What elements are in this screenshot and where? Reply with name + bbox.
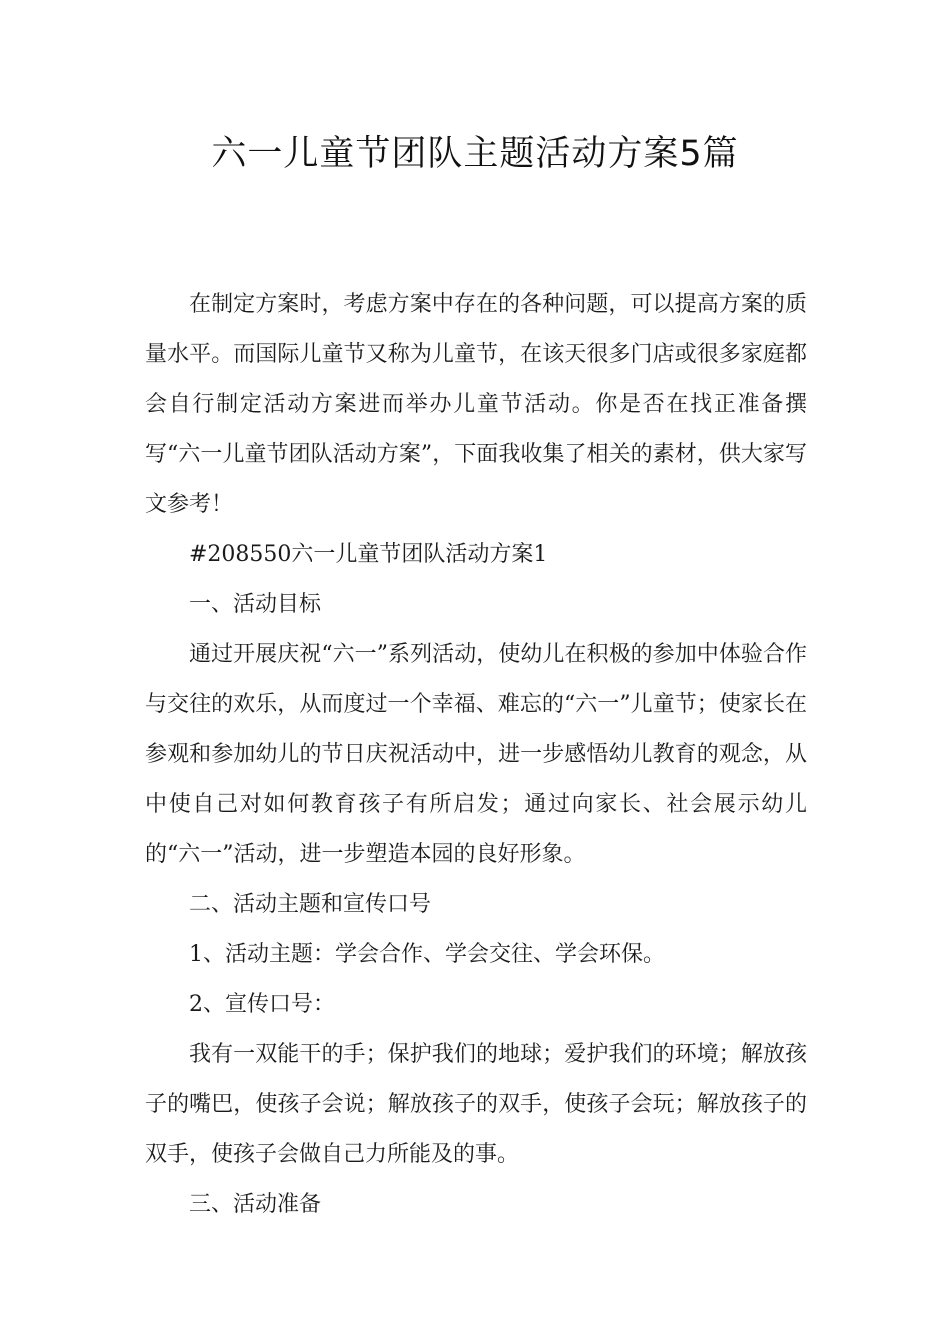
slogan-heading: 2、宣传口号： [189, 992, 335, 1017]
section-heading-goals: 一、活动目标 [189, 592, 322, 617]
theme-item: 1、活动主题：学会合作、学会交往、学会环保。 [189, 942, 665, 967]
section-heading-preparation: 三、活动准备 [189, 1192, 322, 1217]
slogan-paragraph: 我有一双能干的手；保护我们的地球；爱护我们的环境；解放孩子的嘴巴，使孩子会说；解放孩子的双手，使孩子会玩；解放孩子的双手，使孩子会做自己力所能及的事。 [145, 1042, 807, 1167]
document-title: 六一儿童节团队主题活动方案5篇 [211, 134, 739, 174]
goals-paragraph: 通过开展庆祝“六一”系列活动，使幼儿在积极的参加中体验合作与交往的欢乐，从而度过一个幸福、难忘的“六一”儿童节；使家长在参观和参加幼儿的节日庆祝活动中，进一步感悟幼儿教育的观念，从中使自己对如何教育孩子有所启发；通过向家长、社会展示幼儿的“六一”活动，进一步塑造本园的良好形象。 [145, 642, 807, 867]
section-plan-title: #208550六一儿童节团队活动方案1 [189, 542, 548, 567]
intro-paragraph: 在制定方案时，考虑方案中存在的各种问题，可以提高方案的质量水平。而国际儿童节又称为儿童节，在该天很多门店或很多家庭都会自行制定活动方案进而举办儿童节活动。你是否在找正准备撰写“六一儿童节团队活动方案”，下面我收集了相关的素材，供大家写文参考！ [145, 292, 807, 517]
document-body [145, 280, 807, 1230]
section-heading-theme: 二、活动主题和宣传口号 [189, 892, 432, 917]
